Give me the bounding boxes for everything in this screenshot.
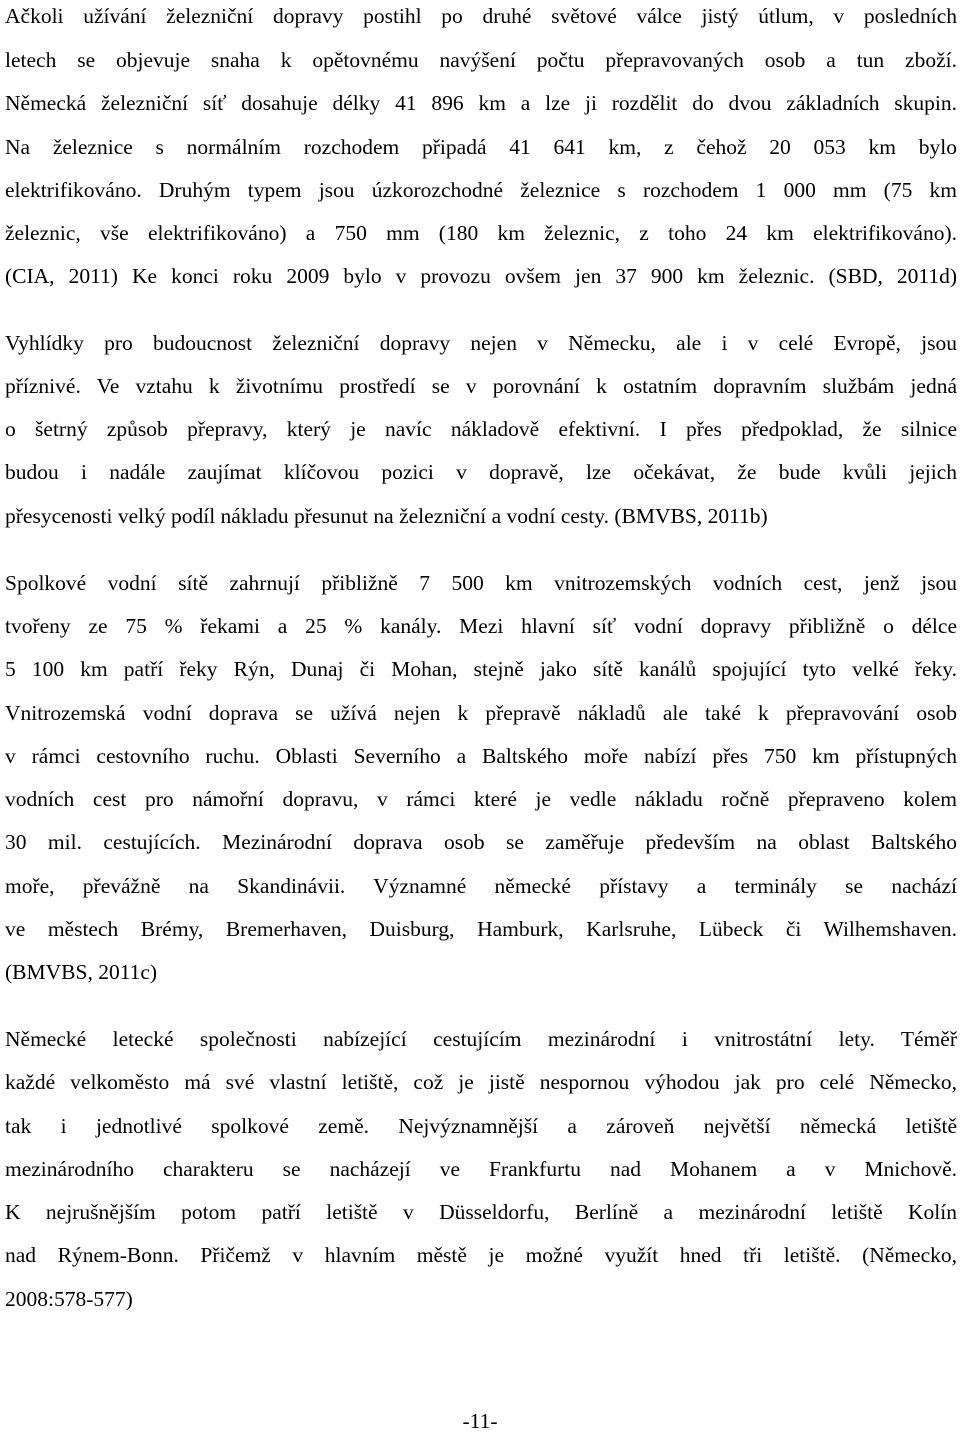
text-line: elektrifikováno. Druhým typem jsou úzkorozchodné železnice s rozchodem 1 000 mm (75 km bbox=[5, 178, 957, 202]
text-line: mezinárodního charakteru se nacházejí ve Frankfurtu nad Mohanem a v Mnichově. bbox=[5, 1157, 957, 1181]
text-line: Spolkové vodní sítě zahrnují přibližně 7 500 km vnitrozemských vodních cest, jenž jsou bbox=[5, 571, 957, 595]
text-line: 5 100 km patří řeky Rýn, Dunaj či Mohan, stejně jako sítě kanálů spojující tyto velké řeky. bbox=[5, 657, 957, 681]
text-line: tvořeny ze 75 % řekami a 25 % kanály. Mezi hlavní síť vodní dopravy přibližně o délce bbox=[5, 614, 957, 638]
text-line: Ačkoli užívání železniční dopravy postihl po druhé světové válce jistý útlum, v posledních bbox=[5, 4, 957, 28]
text-line: tak i jednotlivé spolkové země. Nejvýznamnější a zároveň největší německá letiště bbox=[5, 1114, 957, 1138]
text-line: příznivé. Ve vztahu k životnímu prostředí se v porovnání k ostatním dopravním službám jedná bbox=[5, 374, 957, 398]
text-line: nad Rýnem-Bonn. Přičemž v hlavním městě je možné využít hned tři letiště. (Německo, bbox=[5, 1243, 957, 1267]
text-line: přesycenosti velký podíl nákladu přesunut na železniční a vodní cesty. (BMVBS, 2011b) bbox=[5, 504, 768, 528]
text-line: železnic, vše elektrifikováno) a 750 mm (180 km železnic, z toho 24 km elektrifikováno). bbox=[5, 221, 957, 245]
text-line: ve městech Brémy, Bremerhaven, Duisburg, Hamburk, Karlsruhe, Lübeck či Wilhemshaven. bbox=[5, 917, 957, 941]
text-line: v rámci cestovního ruchu. Oblasti Severního a Baltského moře nabízí přes 750 km přístupných bbox=[5, 744, 957, 768]
text-line: (CIA, 2011) Ke konci roku 2009 bylo v provozu ovšem jen 37 900 km železnic. (SBD, 2011d) bbox=[5, 264, 957, 288]
text-line: každé velkoměsto má své vlastní letiště, což je jistě nespornou výhodou jak pro celé Německo, bbox=[5, 1070, 957, 1094]
text-line: Německé letecké společnosti nabízející cestujícím mezinárodní i vnitrostátní lety. Téměř bbox=[5, 1027, 957, 1051]
text-line: moře, převážně na Skandinávii. Významné německé přístavy a terminály se nachází bbox=[5, 874, 957, 898]
text-line: Vnitrozemská vodní doprava se užívá nejen k přepravě nákladů ale také k přepravování osob bbox=[5, 701, 957, 725]
text-line: Německá železniční síť dosahuje délky 41 896 km a lze ji rozdělit do dvou základních skupin. bbox=[5, 91, 957, 115]
text-line: Na železnice s normálním rozchodem připadá 41 641 km, z čehož 20 053 km bylo bbox=[5, 135, 957, 159]
text-line: vodních cest pro námořní dopravu, v rámci které je vedle nákladu ročně přepraveno kolem bbox=[5, 787, 957, 811]
text-line: letech se objevuje snaha k opětovnému navýšení počtu přepravovaných osob a tun zboží. bbox=[5, 48, 957, 72]
text-line: K nejrušnějším potom patří letiště v Düsseldorfu, Berlíně a mezinárodní letiště Kolín bbox=[5, 1200, 957, 1224]
text-line: Vyhlídky pro budoucnost železniční dopravy nejen v Německu, ale i v celé Evropě, jsou bbox=[5, 331, 957, 355]
page-number: -11- bbox=[462, 1409, 498, 1433]
text-line: 30 mil. cestujících. Mezinárodní doprava osob se zaměřuje především na oblast Baltského bbox=[5, 830, 957, 854]
text-line: (BMVBS, 2011c) bbox=[5, 960, 158, 984]
text-line: o šetrný způsob přepravy, který je navíc nákladově efektivní. I přes předpoklad, že silnice bbox=[5, 417, 957, 441]
text-line: 2008:578-577) bbox=[5, 1287, 133, 1311]
text-line: budou i nadále zaujímat klíčovou pozici v dopravě, lze očekávat, že bude kvůli jejich bbox=[5, 460, 957, 484]
